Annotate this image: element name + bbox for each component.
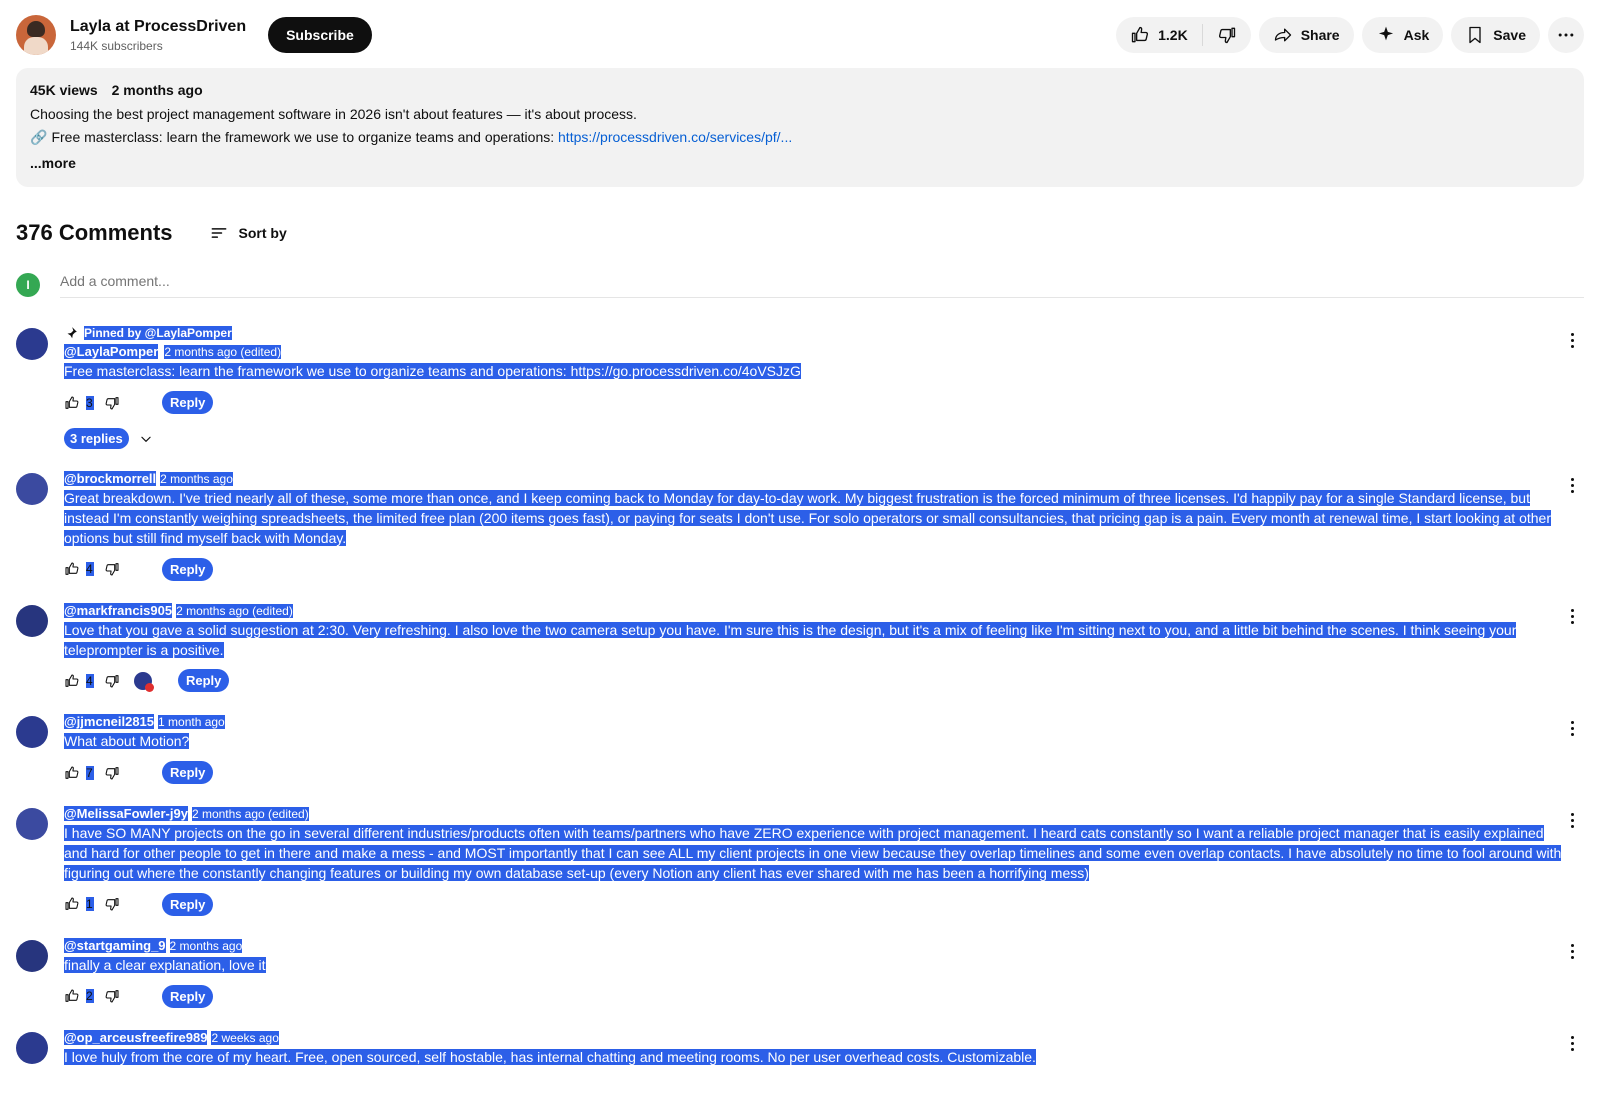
comment-author[interactable]: @MelissaFowler-j9y [64, 806, 188, 822]
subscribe-button[interactable]: Subscribe [268, 17, 372, 53]
sort-by-label: Sort by [238, 225, 287, 242]
chevron-down-icon[interactable] [139, 432, 153, 446]
comment-body [64, 603, 1584, 693]
comment-dislike-button[interactable] [104, 896, 120, 912]
channel-bar [0, 0, 1600, 68]
share-icon [1273, 25, 1293, 45]
thumbs-up-icon [64, 561, 80, 577]
thumbs-up-icon [64, 673, 80, 689]
avatar[interactable] [16, 940, 48, 972]
comment-body [64, 471, 1584, 581]
comment-author[interactable]: @startgaming_9 [64, 937, 166, 953]
thumbs-down-icon [104, 988, 120, 1004]
comment-author[interactable]: @brockmorrell [64, 471, 157, 487]
masterclass-text: Free masterclass: learn the framework we use to organize teams and operations: [51, 128, 559, 145]
comment-author[interactable]: @jjmcneil2815 [64, 714, 155, 730]
sparkle-icon [1376, 25, 1396, 45]
more-actions-button[interactable] [1548, 17, 1584, 53]
show-more-button[interactable]: ...more [30, 154, 76, 171]
reply-button[interactable]: Reply [162, 985, 213, 1008]
ellipsis-icon [1556, 25, 1576, 45]
link-icon: 🔗 [30, 128, 48, 145]
comment-item [16, 714, 1584, 784]
comment-list [16, 326, 1584, 1068]
comment-dislike-button[interactable] [104, 395, 120, 411]
comment-text [64, 956, 1564, 976]
share-label: Share [1300, 27, 1340, 43]
description-stats [30, 80, 1570, 100]
thumbs-up-icon [1130, 25, 1150, 45]
comment-text-run: Love that you gave a solid suggestion at 2:30. Very refreshing. I also love the two camera setup you have. I'm sure this is the design, but it's a mix of feeling like I'm sitting next to you, and a little bit behind the scenes. I think seeing your teleprompter is a positive. [64, 621, 1517, 658]
thumbs-down-icon [1217, 25, 1237, 45]
comment-item [16, 1030, 1584, 1068]
comment-actions [64, 893, 1584, 916]
comment-head [64, 344, 1584, 359]
comments-header [16, 213, 1584, 253]
comment-menu-button[interactable] [1560, 473, 1584, 497]
channel-avatar[interactable] [16, 15, 56, 55]
comment-dislike-button[interactable] [104, 561, 120, 577]
thumbs-down-icon [104, 561, 120, 577]
like-dislike-group [1116, 17, 1251, 53]
comment-dislike-button[interactable] [104, 765, 120, 781]
thumbs-down-icon [104, 395, 120, 411]
comment-head [64, 938, 1584, 953]
comment-like-count: 2 [86, 989, 93, 1004]
comment-item [16, 806, 1584, 916]
comment-head [64, 1030, 1584, 1045]
comment-timestamp[interactable]: 2 months ago (edited) [164, 345, 282, 360]
channel-subscribers: 144K subscribers [70, 38, 163, 53]
comment-body [64, 938, 1584, 1008]
comment-text-run: Free masterclass: learn the framework we use to organize teams and operations: https://go.processdriven.co/4oVSJzG [64, 363, 801, 380]
reply-button[interactable]: Reply [162, 761, 213, 784]
comment-timestamp[interactable]: 2 months ago (edited) [176, 603, 293, 618]
comment-item [16, 326, 1584, 449]
comment-item [16, 603, 1584, 693]
avatar[interactable] [16, 716, 48, 748]
comment-like-button[interactable] [64, 395, 94, 411]
comment-timestamp[interactable]: 1 month ago [158, 715, 225, 730]
share-button[interactable] [1259, 17, 1354, 53]
save-button[interactable] [1451, 17, 1540, 53]
comment-menu-button[interactable] [1560, 808, 1584, 832]
comment-like-count: 1 [86, 897, 93, 912]
comment-menu-button[interactable] [1560, 605, 1584, 629]
avatar[interactable] [16, 1032, 48, 1064]
comment-item [16, 471, 1584, 581]
comment-text [64, 621, 1564, 661]
comment-dislike-button[interactable] [104, 988, 120, 1004]
comment-actions [64, 669, 1584, 692]
avatar[interactable] [16, 808, 48, 840]
thumbs-down-icon [104, 673, 120, 689]
view-count: 45K views [30, 82, 98, 98]
comment-like-count: 3 [86, 395, 93, 410]
comment-menu-button[interactable] [1560, 1032, 1584, 1056]
thumbs-up-icon [64, 896, 80, 912]
avatar[interactable] [16, 328, 48, 360]
comment-dislike-button[interactable] [104, 673, 120, 689]
comment-like-button[interactable] [64, 561, 94, 577]
comment-text-run: I have SO MANY projects on the go in several different industries/products often with teams/partners who have ZERO experience with project management. I heard cats constantly so I want a reliable project manager that is easily explained and hard for other people to get in there and make a mess - and MOST importantly that I can see ALL my client projects in one view because they overlap timelines and some even overlap contacts. I have absolutely no time to fool around with figuring out where the constantly changing features or building my own database set-up (every Notion any client has ever shared with me has been a horrifying mess) [64, 825, 1562, 882]
avatar[interactable] [16, 473, 48, 505]
save-label: Save [1493, 27, 1526, 43]
comment-body [64, 806, 1584, 916]
reply-button[interactable]: Reply [178, 669, 229, 692]
description-line-1: Choosing the best project management software in 2026 isn't about features — it's about process. [30, 106, 637, 123]
thumbs-up-icon [64, 395, 80, 411]
comment-timestamp[interactable]: 2 weeks ago [211, 1030, 279, 1045]
comment-like-count: 4 [86, 673, 93, 688]
comment-author[interactable]: @markfrancis905 [64, 602, 173, 618]
comment-text [64, 732, 1564, 752]
comment-text [64, 1048, 1564, 1068]
comment-menu-button[interactable] [1560, 328, 1584, 352]
comment-body [64, 326, 1584, 449]
comment-like-button[interactable] [64, 765, 94, 781]
comment-timestamp[interactable]: 2 months ago [160, 472, 233, 487]
pinned-row [64, 326, 1584, 340]
comment-head [64, 806, 1584, 821]
channel-meta [70, 17, 246, 54]
comment-actions [64, 391, 1584, 414]
ask-button[interactable] [1362, 17, 1444, 53]
comment-head [64, 471, 1584, 486]
comment-timestamp[interactable]: 2 months ago [169, 938, 243, 953]
comment-text [64, 362, 1564, 382]
avatar[interactable] [16, 605, 48, 637]
comment-author[interactable]: @op_arceusfreefire989 [64, 1029, 208, 1045]
comment-like-button[interactable] [64, 896, 94, 912]
like-count: 1.2K [1158, 27, 1188, 43]
description-line-2 [30, 127, 1570, 147]
comment-like-button[interactable] [64, 988, 94, 1004]
comment-like-button[interactable] [64, 673, 94, 689]
comment-text-run: What about Motion? [64, 733, 190, 750]
current-user-avatar[interactable]: I [16, 273, 40, 297]
comment-body [64, 714, 1584, 784]
view-replies-button[interactable]: 3 replies [64, 428, 129, 449]
pin-icon [64, 326, 78, 340]
comment-timestamp[interactable]: 2 months ago (edited) [191, 807, 309, 822]
comment-menu-button[interactable] [1560, 940, 1584, 964]
comment-actions [64, 985, 1584, 1008]
add-comment-row [16, 271, 1584, 310]
sort-by-button[interactable] [209, 223, 287, 243]
creator-heart-badge [134, 672, 152, 690]
reply-button[interactable]: Reply [162, 893, 213, 916]
dislike-button[interactable] [1203, 25, 1251, 45]
sort-icon [209, 223, 229, 243]
comment-head [64, 714, 1584, 729]
thumbs-down-icon [104, 896, 120, 912]
comment-actions [64, 761, 1584, 784]
comment-text-run: I love huly from the core of my heart. Free, open sourced, self hostable, has internal chatting and meeting rooms. No per user overhead costs. Customizable. [64, 1048, 1036, 1065]
ask-label: Ask [1403, 27, 1430, 43]
bookmark-icon [1465, 25, 1485, 45]
comment-text-run: finally a clear explanation, love it [64, 956, 266, 973]
pinned-label: Pinned by @LaylaPomper [84, 326, 232, 341]
like-button[interactable] [1116, 25, 1202, 45]
comment-text [64, 489, 1564, 549]
comment-like-count: 7 [86, 765, 93, 780]
comments-count: 376 Comments [16, 220, 173, 246]
comment-item [16, 938, 1584, 1008]
comment-actions [64, 558, 1584, 581]
publish-date: 2 months ago [111, 82, 203, 98]
reply-button[interactable]: Reply [162, 558, 213, 581]
channel-name[interactable]: Layla at ProcessDriven [70, 17, 247, 35]
thumbs-up-icon [64, 765, 80, 781]
comment-text [64, 824, 1564, 884]
video-description[interactable] [16, 68, 1584, 187]
replies-row [64, 428, 1584, 449]
reply-button[interactable]: Reply [162, 391, 213, 414]
comment-body [64, 1030, 1584, 1068]
comment-author[interactable]: @LaylaPomper [64, 344, 159, 360]
thumbs-up-icon [64, 988, 80, 1004]
masterclass-link[interactable]: https://processdriven.co/services/pf/... [558, 128, 793, 145]
comment-menu-button[interactable] [1560, 716, 1584, 740]
comment-text-run: Great breakdown. I've tried nearly all of these, some more than once, and I keep coming back to Monday for day-to-day work. My biggest frustration is the forced minimum of three licenses. I'd happily pay for a single Standard license, but instead I'm constantly weighing spreadsheets, the limited free plan (200 items goes fast), or paying for seats I don't use. For solo operators or small consultancies, that pricing gap is a pain. Every month at renewal time, I start looking at other options but still find myself back with Monday. [64, 490, 1551, 546]
comment-head [64, 603, 1584, 618]
comment-like-count: 4 [86, 562, 93, 577]
thumbs-down-icon [104, 765, 120, 781]
video-actions [1116, 17, 1584, 53]
add-comment-input[interactable] [60, 271, 1584, 298]
